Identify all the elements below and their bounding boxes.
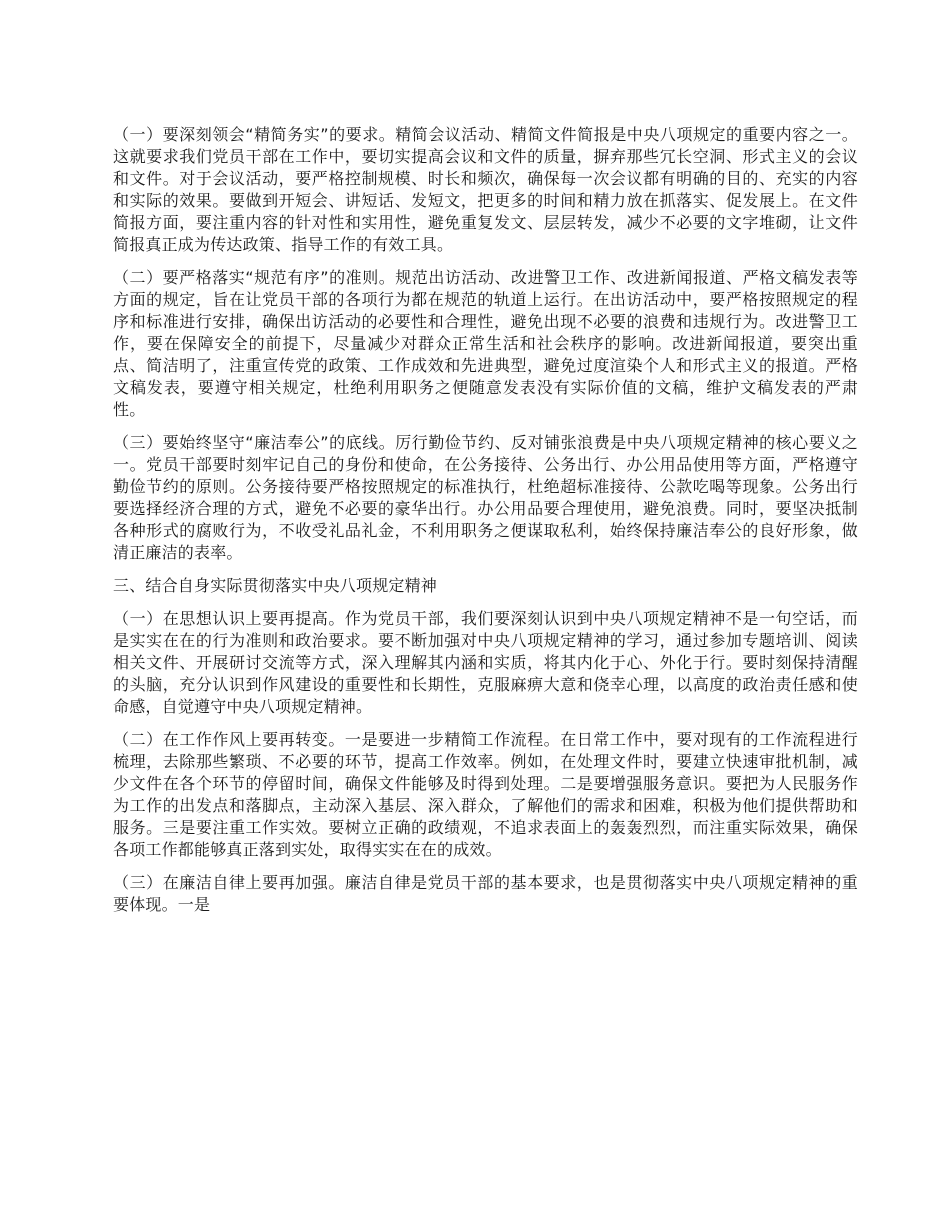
paragraph-integrity: （三）要始终坚守“廉洁奉公”的底线。厉行勤俭节约、反对铺张浪费是中央八项规定精神的核心要义之一。党员干部要时刻牢记自己的身份和使命，在公务接待、公务出行、办公用品使用等方面，严格遵守勤俭节约的原则。公务接待要严格按照规定的标准执行，杜绝超标准接待、公款吃喝等现象。公务出行要选择经济合理的方式，避免不必要的豪华出行。办公用品要合理使用，避免浪费。同时，要坚决抵制各种形式的腐败行为，不收受礼品礼金，不利用职务之便谋取私利，始终保持廉洁奉公的良好形象，做清正廉洁的表率。 [113, 433, 858, 562]
document-body [113, 124, 858, 927]
section-heading-3: 三、结合自身实际贯彻落实中央八项规定精神 [113, 576, 438, 595]
paragraph-standard-order: （二）要严格落实“规范有序”的准则。规范出访活动、改进警卫工作、改进新闻报道、严格文稿发表等方面的规定，旨在让党员干部的各项行为都在规范的轨道上运行。在出访活动中，要严格按照规定的程序和标准进行安排，确保出访活动的必要性和合理性，避免出现不必要的浪费和违规行为。改进警卫工作，要在保障安全的前提下，尽量减少对群众正常生活和社会秩序的影响。改进新闻报道，要突出重点、简洁明了，注重宣传党的政策、工作成效和先进典型，避免过度渲染个人和形式主义的报道。严格文稿发表，要遵守相关规定，杜绝利用职务之便随意发表没有实际价值的文稿，维护文稿发表的严肃性。 [113, 268, 858, 419]
paragraph-self-discipline: （三）在廉洁自律上要再加强。廉洁自律是党员干部的基本要求，也是贯彻落实中央八项规定精神的重要体现。一是 [113, 873, 858, 914]
paragraph-ideology: （一）在思想认识上要再提高。作为党员干部，我们要深刻认识到中央八项规定精神不是一句空话，而是实实在在的行为准则和政治要求。要不断加强对中央八项规定精神的学习，通过参加专题培训、阅读相关文件、开展研讨交流等方式，深入理解其内涵和实质，将其内化于心、外化于行。要时刻保持清醒的头脑，充分认识到作风建设的重要性和长期性，克服麻痹大意和侥幸心理，以高度的政治责任感和使命感，自觉遵守中央八项规定精神。 [113, 609, 858, 716]
paragraph-work-style: （二）在工作作风上要再转变。一是要进一步精简工作流程。在日常工作中，要对现有的工作流程进行梳理，去除那些繁琐、不必要的环节，提高工作效率。例如，在处理文件时，要建立快速审批机制，减少文件在各个环节的停留时间，确保文件能够及时得到处理。二是要增强服务意识。要把为人民服务作为工作的出发点和落脚点，主动深入基层、深入群众，了解他们的需求和困难，积极为他们提供帮助和服务。三是要注重工作实效。要树立正确的政绩观，不追求表面上的轰轰烈烈，而注重实际效果，确保各项工作都能够真正落到实处，取得实实在在的成效。 [113, 730, 858, 859]
paragraph-simplify-practical: （一）要深刻领会“精简务实”的要求。精简会议活动、精简文件简报是中央八项规定的重要内容之一。这就要求我们党员干部在工作中，要切实提高会议和文件的质量，摒弃那些冗长空洞、形式主义的会议和文件。对于会议活动，要严格控制规模、时长和频次，确保每一次会议都有明确的目的、充实的内容和实际的效果。要做到开短会、讲短话、发短文，把更多的时间和精力放在抓落实、促发展上。在文件简报方面，要注重内容的针对性和实用性，避免重复发文、层层转发，减少不必要的文字堆砌，让文件简报真正成为传达政策、指导工作的有效工具。 [113, 125, 858, 254]
